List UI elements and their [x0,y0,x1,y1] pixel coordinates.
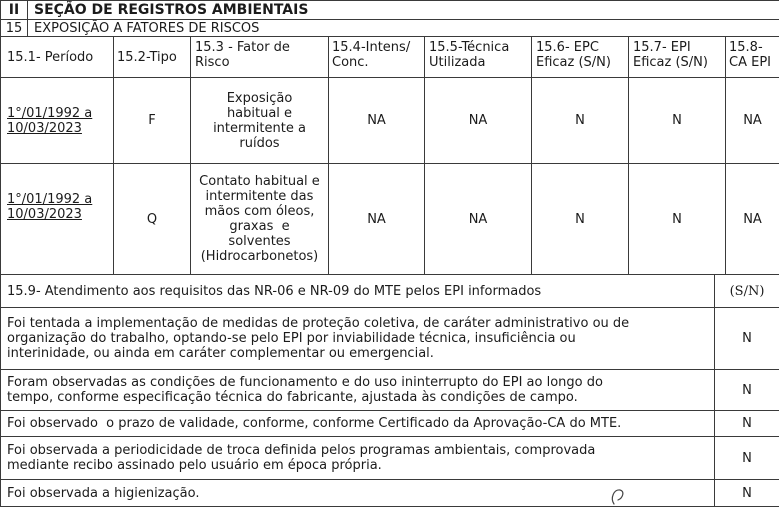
row2-intens: NA [328,163,425,275]
row2-fator: Contato habitual e intermitente das mãos com óleos, graxas e solventes (Hidrocarbonetos) [190,163,329,275]
requirements-title: 15.9- Atendimento aos requisitos das NR-06 e NR-09 do MTE pelos EPI informados [7,283,542,299]
section-number: II [8,1,20,18]
row2-epi: N [628,163,726,275]
requirement-item: Foi tentada a implementação de medidas de proteção coletiva, de caráter administrativo ou de organização do trabalho, optando-se pelo EPI por inviabilidade técnica, insuficiência ou interinidade, ou ainda em caráter complementar ou emergencial. [0,307,715,370]
row1-intens: NA [328,77,425,164]
header-intens: 15.4-Intens/ Conc. [328,36,425,78]
requirements-title-cell [0,274,715,308]
header-periodo: 15.1- Período [0,36,114,78]
header-epi: 15.7- EPI Eficaz (S/N) [628,36,726,78]
header-ca: 15.8- CA EPI [725,36,779,78]
row1-epi: N [628,77,726,164]
section-title: SEÇÃO DE REGISTROS AMBIENTAIS [34,1,309,18]
subsection-title: EXPOSIÇÃO A FATORES DE RISCOS [34,20,260,36]
requirement-item: Foi observado o prazo de validade, conforme, conforme Certificado da Aprovação-CA do MTE. [0,410,715,437]
header-fator: 15.3 - Fator de Risco [190,36,329,78]
section-title-cell [27,0,779,20]
row2-periodo: 1°/01/1992 a 10/03/2023 [0,163,114,275]
requirement-answer: N [714,307,779,370]
requirement-answer: N [714,410,779,437]
row1-tipo: F [113,77,191,164]
header-tecnica: 15.5-Técnica Utilizada [424,36,532,78]
section-number-cell [0,0,28,20]
row2-tipo: Q [113,163,191,275]
subsection-number-cell [0,19,28,37]
requirement-item: Foi observada a higienização. [0,479,715,507]
row1-periodo: 1°/01/1992 a 10/03/2023 [0,77,114,164]
subsection-title-cell [27,19,779,37]
requirement-item: Foi observada a periodicidade de troca definida pelos programas ambientais, comprovada mediante recibo assinado pelo usuário em época própria. [0,436,715,480]
header-epc: 15.6- EPC Eficaz (S/N) [531,36,629,78]
requirement-item: Foram observadas as condições de funcionamento e do uso ininterrupto do EPI ao longo do tempo, conforme especificação técnica do fabricante, ajustada às condições de campo. [0,369,715,411]
requirement-answer: N [714,479,779,507]
row1-tecnica: NA [424,77,532,164]
row1-epc: N [531,77,629,164]
requirements-answer-header: (S/N) [714,274,779,308]
requirement-answer: N [714,369,779,411]
row2-ca: NA [725,163,779,275]
row2-tecnica: NA [424,163,532,275]
row1-ca: NA [725,77,779,164]
row1-fator: Exposição habitual e intermitente a ruídos [190,77,329,164]
row2-epc: N [531,163,629,275]
subsection-number: 15 [5,20,23,36]
header-tipo: 15.2-Tipo [113,36,191,78]
handwritten-mark [606,486,630,506]
requirement-answer: N [714,436,779,480]
